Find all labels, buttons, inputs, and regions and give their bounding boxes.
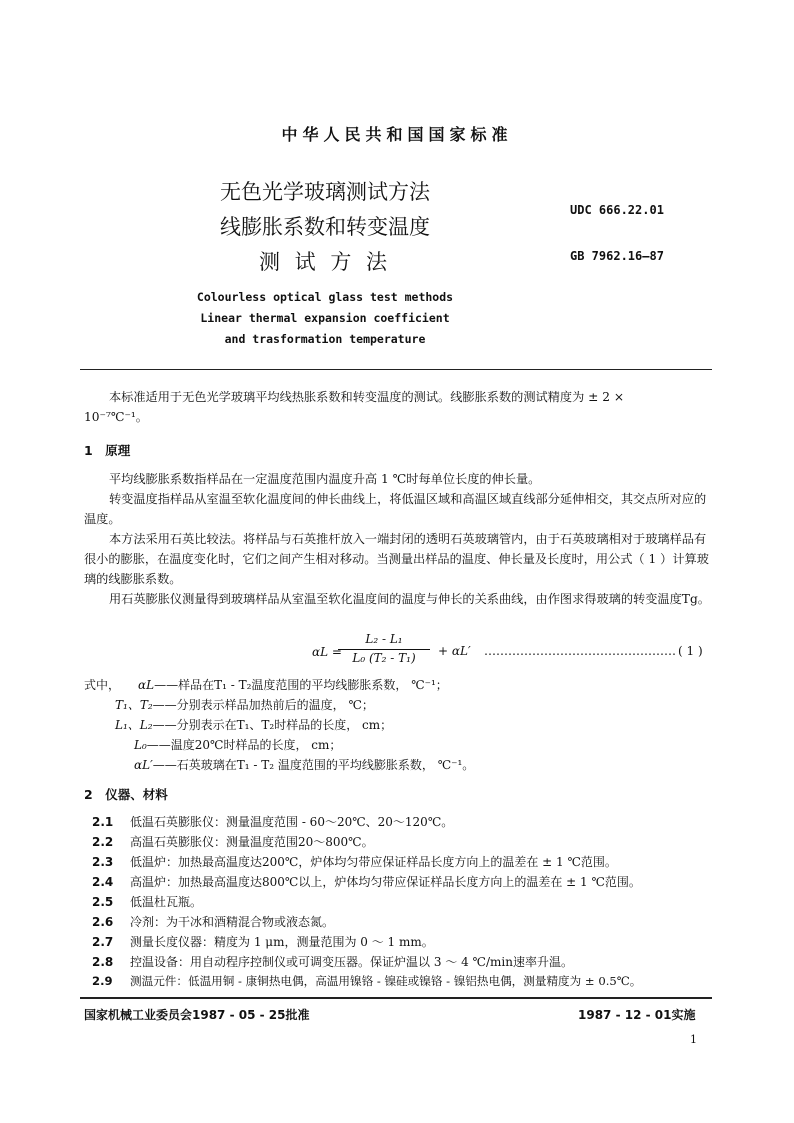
formula-denominator: L₀ (T₂ - T₁): [352, 651, 416, 665]
formula-number: ( 1 ): [678, 644, 703, 658]
title-en-line-2: Linear thermal expansion coefficient: [200, 311, 450, 325]
legend-symbol: αL′: [134, 758, 153, 772]
udc-code: UDC 666.22.01: [570, 203, 664, 217]
sec2-item-4: [92, 873, 641, 890]
item-text: 测温元件：低温用铜 - 康铜热电偶，高温用镍铬 - 镍硅或镍铬 - 镍铝热电偶，测量精度为 ± 0.5℃。: [130, 974, 642, 988]
item-text: 控温设备：用自动程序控制仪或可调变压器。保证炉温以 3 ～ 4 ℃/min速率升温。: [130, 955, 573, 969]
item-text: 低温炉：加热最高温度达200℃，炉体均匀带应保证样品长度方向上的温差在 ± 1 ℃范围。: [130, 855, 617, 869]
section-2-title: 2 仪器、材料: [84, 787, 168, 802]
title-en-line-3: and trasformation temperature: [224, 332, 426, 346]
formula-leader-dots: …………………………………………: [484, 644, 676, 658]
sec2-item-6: [92, 913, 334, 930]
item-number: 2.6: [92, 915, 114, 929]
legend-symbol: L₀: [134, 738, 147, 752]
title-cn-line-3: 测 试 方 法: [258, 250, 392, 274]
sec2-item-3: [92, 853, 617, 870]
gb-code: GB 7962.16—87: [570, 249, 664, 263]
item-text: 冷剂：为干冰和酒精混合物或液态氮。: [130, 915, 335, 929]
sec1-p1: 平均线膨胀系数指样品在一定温度范围内温度升高 1 ℃时每单位长度的伸长量。: [109, 472, 541, 486]
sec2-item-1: [92, 813, 453, 830]
legend-item-2: [115, 696, 374, 713]
item-text: 高温石英膨胀仪：测量温度范围20～800℃。: [130, 835, 374, 849]
bottom-rule: [80, 997, 712, 999]
item-number: 2.9: [92, 974, 113, 988]
sec2-item-7: [92, 933, 434, 950]
sec2-item-2: [92, 833, 374, 850]
intro-line-2: 10⁻⁷℃⁻¹。: [84, 410, 148, 424]
standard-header: 中华人民共和国国家标准: [281, 125, 513, 144]
approval-date: 国家机械工业委员会1987 - 05 - 25批准: [84, 1008, 310, 1022]
fraction-bar: [338, 649, 430, 650]
sec1-p3: 本方法采用石英比较法。将样品与石英推杆放入一端封闭的透明石英玻璃管内，由于石英玻璃相对于玻璃样品有很小的膨胀，在温度变化时，它们之间产生相对移动。当测量出样品的温度、伸长量及长度时，用公式（ 1 ）计算玻璃的线膨胀系数。: [84, 532, 709, 586]
formula-1: [0, 632, 794, 668]
sec2-item-8: [92, 953, 573, 970]
item-text: 测量长度仪器：精度为 1 μm，测量范围为 0 ～ 1 mm。: [130, 935, 434, 949]
legend-description: ——分别表示在T₁、T₂时样品的长度， cm；: [152, 718, 393, 732]
title-cn-line-2: 线膨胀系数和转变温度: [220, 215, 430, 239]
item-number: 2.2: [92, 835, 114, 849]
legend-item-1: [138, 676, 448, 693]
item-number: 2.5: [92, 895, 114, 909]
item-number: 2.8: [92, 955, 114, 969]
top-rule: [80, 369, 712, 370]
item-number: 2.4: [92, 875, 114, 889]
formula-rhs: + αL′: [438, 644, 471, 658]
section-1-title: 1 原理: [84, 443, 131, 458]
title-cn-line-1: 无色光学玻璃测试方法: [220, 180, 430, 204]
legend-symbol: αL: [138, 678, 155, 692]
sec1-p4: 用石英膨胀仪测量得到玻璃样品从室温至软化温度间的温度与伸长的关系曲线，由作图求得玻璃的转变温度Tg。: [109, 592, 710, 606]
implementation-date: 1987 - 12 - 01实施: [578, 1008, 696, 1022]
formula-lhs: αL =: [312, 645, 342, 659]
formula-numerator: L₂ - L₁: [365, 632, 403, 646]
title-en-line-1: Colourless optical glass test methods: [196, 290, 454, 304]
legend-item-3: [115, 716, 392, 733]
sec2-item-9: [92, 973, 641, 989]
item-text: 低温杜瓦瓶。: [130, 895, 203, 909]
legend-lead: 式中，: [84, 678, 121, 692]
legend-description: ——温度20℃时样品的长度， cm；: [146, 738, 342, 752]
sec2-item-5: [92, 893, 202, 910]
legend-symbol: L₁、L₂: [115, 718, 153, 732]
item-number: 2.1: [92, 815, 114, 829]
item-number: 2.7: [92, 935, 114, 949]
legend-description: ——石英玻璃在T₁ - T₂ 温度范围的平均线膨胀系数， ℃⁻¹。: [152, 758, 475, 772]
item-text: 低温石英膨胀仪：测量温度范围 - 60～20℃、20～120℃。: [130, 815, 454, 829]
item-text: 高温炉：加热最高温度达800℃以上，炉体均匀带应保证样品长度方向上的温差在 ± 1 ℃范围。: [130, 875, 641, 889]
intro-line-1: 本标准适用于无色光学玻璃平均线热胀系数和转变温度的测试。线膨胀系数的测试精度为 ± 2 ×: [109, 390, 625, 404]
page-number: 1: [690, 1033, 697, 1046]
legend-description: ——样品在T₁ - T₂温度范围的平均线膨胀系数， ℃⁻¹；: [154, 678, 448, 692]
legend-symbol: T₁、T₂: [115, 698, 153, 712]
item-number: 2.3: [92, 855, 114, 869]
sec1-p2: 转变温度指样品从室温至软化温度间的伸长曲线上，将低温区域和高温区域直线部分延伸相交，其交点所对应的温度。: [84, 492, 707, 526]
legend-item-5: [134, 756, 474, 773]
legend-description: ——分别表示样品加热前后的温度， ℃；: [152, 698, 374, 712]
legend-item-4: [134, 736, 341, 753]
